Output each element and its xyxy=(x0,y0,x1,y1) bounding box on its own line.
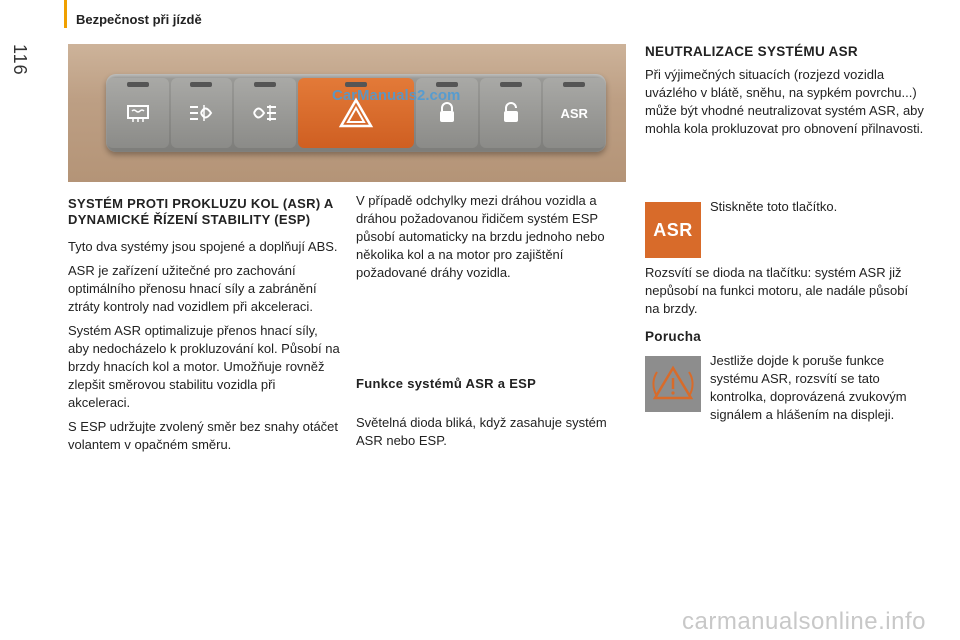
led-indicator xyxy=(563,82,585,87)
function-text: Světelná dioda bliká, když zasahuje systém ASR nebo ESP. xyxy=(356,415,607,448)
warning-lamp-icon xyxy=(645,356,701,412)
paragraph-2: ASR je zařízení užitečné pro zachování optimálního přenosu hnací síly a zabránění ztráty kontroly nad vozidlem při akceleraci. xyxy=(68,263,317,314)
paragraph-4: S ESP udržujte zvolený směr bez snahy otáčet volantem v opačném směru. xyxy=(68,419,339,452)
esp-deviation-paragraph: V případě odchylky mezi dráhou vozidla a dráhou požadovanou řidičem systém ESP působí automaticky na brzdu jednoho nebo několika kol a na motor pro zajištění požadované dráhy vozidla. xyxy=(356,193,605,280)
front-fog-button xyxy=(171,78,233,148)
fault-text: Jestliže dojde k poruše funkce systému ASR, rozsvítí se tato kontrolka, doprovázená zvukovým signálem a hlášením na displeji. xyxy=(710,353,907,422)
warning-triangle-icon xyxy=(649,360,697,408)
asr-button-icon xyxy=(645,202,701,258)
section-title: Bezpečnost při jízdě xyxy=(76,12,202,27)
footer-watermark: carmanualsonline.info xyxy=(682,608,926,635)
asr-esp-heading: SYSTÉM PROTI PROKLUZU KOL (ASR) A DYNAMICKÉ ŘÍZENÍ STABILITY (ESP) xyxy=(68,196,334,227)
asr-icon-label: ASR xyxy=(653,219,693,240)
led-description: Rozsvítí se dioda na tlačítku: systém ASR již nepůsobí na funkci motoru, ale nadále působí na brzdy. xyxy=(645,265,909,316)
dashboard-button-panel-photo xyxy=(68,44,626,182)
fault-heading: Porucha xyxy=(645,329,702,344)
page-number: 116 xyxy=(10,44,30,76)
unlock-button xyxy=(480,78,542,148)
led-indicator xyxy=(190,82,212,87)
neutralization-intro: Při výjimečných situacích (rozjezd vozidla uvázlého v blátě, sněhu, na sypkém povrchu...) může být vhodné neutralizovat systém ASR, aby mohla kola prokluzovat pro obnovení přilnavosti. xyxy=(645,67,924,136)
left-column xyxy=(68,196,340,460)
rear-fog-icon xyxy=(251,102,279,124)
neutralization-heading: NEUTRALIZACE SYSTÉMU ASR xyxy=(645,44,858,59)
paragraph-3: Systém ASR optimalizuje přenos hnací síly, aby nedocházelo k prokluzování kol. Působí na brzdy hnacích kol a motor. Umožňuje rovněž zlepšit směrovou stabilitu vozidla při akceleraci. xyxy=(68,323,340,410)
asr-button xyxy=(543,78,605,148)
lock-icon xyxy=(437,101,457,125)
rear-defrost-button xyxy=(107,78,169,148)
asr-button-label: ASR xyxy=(560,105,588,121)
header-accent-bar xyxy=(64,0,67,28)
unlock-icon xyxy=(501,101,521,125)
photo-watermark: CarManuals2.com xyxy=(332,87,461,104)
rear-defrost-icon xyxy=(125,102,151,124)
switch-panel xyxy=(106,74,606,152)
led-indicator xyxy=(127,82,149,87)
led-indicator xyxy=(254,82,276,87)
led-indicator xyxy=(500,82,522,87)
rear-fog-button xyxy=(234,78,296,148)
paragraph-1: Tyto dva systémy jsou spojené a doplňují ABS. xyxy=(68,239,338,254)
front-fog-icon xyxy=(187,102,215,124)
press-button-text: Stiskněte toto tlačítko. xyxy=(710,199,838,214)
function-heading: Funkce systémů ASR a ESP xyxy=(356,376,537,391)
